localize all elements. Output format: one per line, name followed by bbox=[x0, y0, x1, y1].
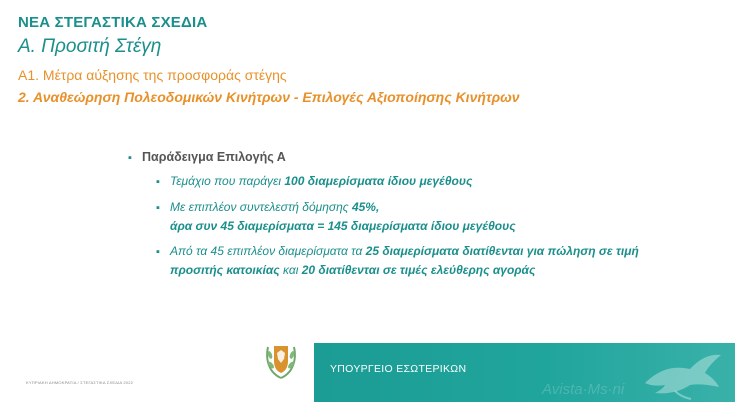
list-item bbox=[156, 242, 688, 280]
square-bullet-icon: ▪ bbox=[156, 202, 160, 214]
square-bullet-icon: ▪ bbox=[156, 246, 160, 258]
list-item bbox=[156, 172, 688, 192]
example-heading-text: Παράδειγμα Επιλογής Α bbox=[142, 150, 286, 164]
list-item-text bbox=[170, 242, 688, 280]
list-item-text-normal: Με επιπλέον συντελεστή δόμησης bbox=[170, 200, 352, 214]
dove-icon bbox=[635, 343, 725, 402]
section-title: Α. Προσιτή Στέγη bbox=[18, 36, 162, 57]
bullet-list bbox=[156, 172, 688, 280]
ministry-name: ΥΠΟΥΡΓΕΙΟ ΕΣΩΤΕΡΙΚΩΝ bbox=[330, 363, 467, 375]
list-item-text-bold: 100 διαμερίσματα ίδιου μεγέθους bbox=[284, 174, 473, 188]
example-heading bbox=[128, 150, 688, 164]
list-item-text bbox=[170, 198, 516, 236]
topic-title: 2. Αναθεώρηση Πολεοδομικών Κινήτρων - Επιλογές Αξιοποίησης Κινήτρων bbox=[18, 89, 520, 105]
content-area bbox=[128, 150, 688, 286]
list-item-text bbox=[170, 172, 472, 191]
coat-of-arms-icon bbox=[262, 341, 300, 381]
square-bullet-icon: ▪ bbox=[156, 176, 160, 188]
list-item-text-normal: Τεμάχιο που παράγει bbox=[170, 174, 285, 188]
ministry-band bbox=[314, 343, 735, 402]
square-bullet-icon: ▪ bbox=[128, 152, 132, 164]
list-item-text-bold: 20 διατίθενται σε τιμές ελεύθερης αγοράς bbox=[301, 263, 536, 277]
subsection-title: Α1. Μέτρα αύξησης της προσφοράς στέγης bbox=[18, 67, 287, 83]
list-item-text-bold: 45%, bbox=[351, 200, 380, 214]
list-item-text-bold: 25 διαμερίσματα διατίθενται για πώληση σε τιμή προσιτής κατοικίας bbox=[170, 244, 639, 277]
footer-small-text: ΚΥΠΡΙΑΚΗ ΔΗΜΟΚΡΑΤΙΑ / ΣΤΕΓΑΣΤΙΚΑ ΣΧΕΔΙΑ 2022 bbox=[26, 380, 134, 385]
list-item bbox=[156, 198, 688, 236]
list-item-text-normal: Από τα 45 επιπλέον διαμερίσματα τα bbox=[170, 244, 366, 258]
header-title: ΝΕΑ ΣΤΕΓΑΣΤΙΚΑ ΣΧΕΔΙΑ bbox=[18, 14, 208, 31]
ministry-watermark: Avista·Ms·ni bbox=[542, 381, 625, 398]
list-item-text-normal: και bbox=[279, 263, 302, 277]
list-item-text-bold: άρα συν 45 διαμερίσματα = 145 διαμερίσματα ίδιου μεγέθους bbox=[170, 219, 516, 233]
